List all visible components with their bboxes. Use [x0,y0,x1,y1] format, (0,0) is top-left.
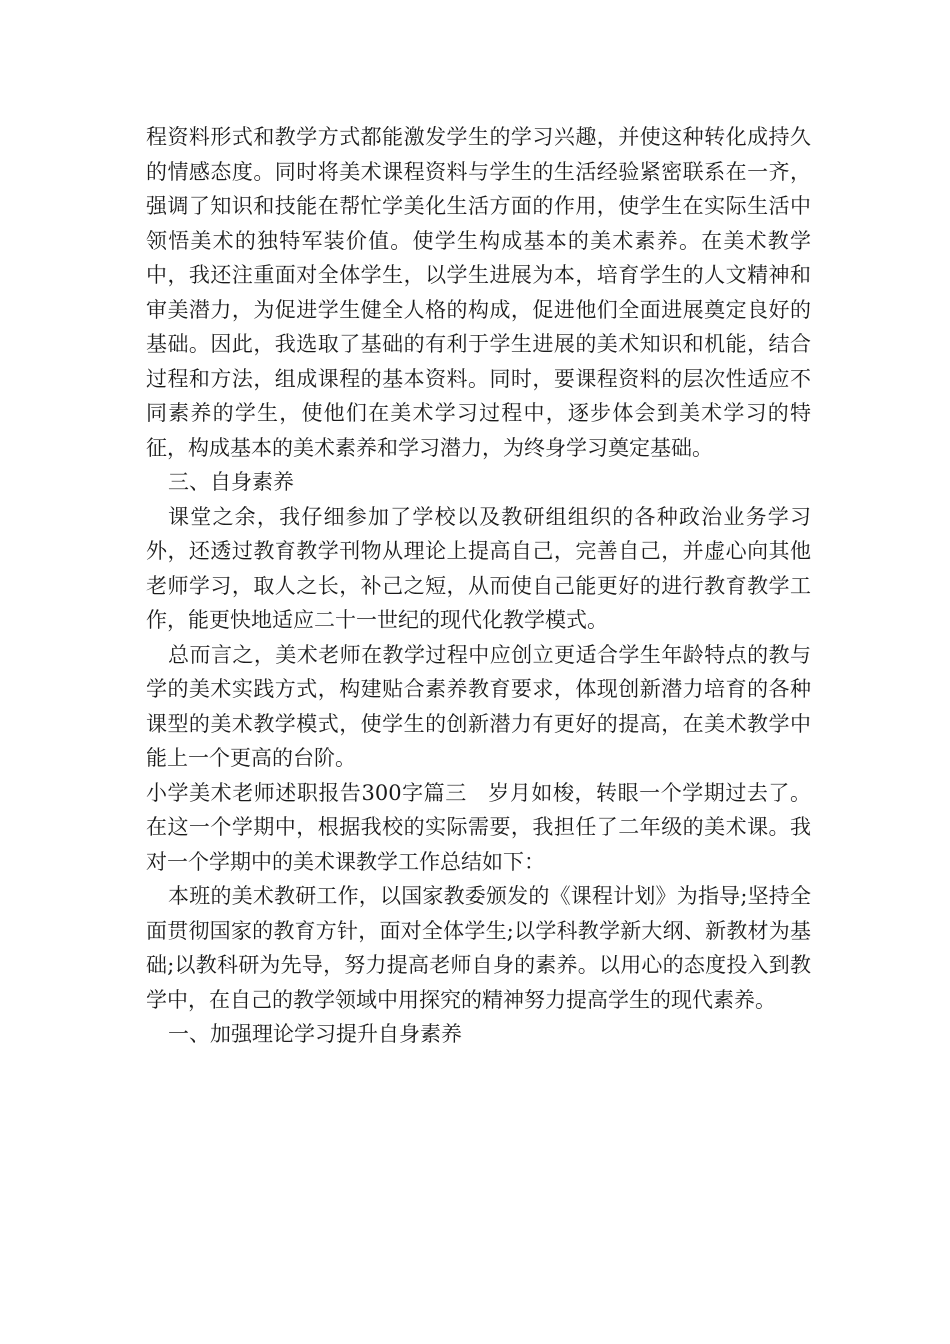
body-paragraph-3: 总而言之，美术老师在教学过程中应创立更适合学生年龄特点的教与学的美术实践方式，构建贴合素养教育要求，体现创新潜力培育的各种课型的美术教学模式，使学生的创新潜力有更好的提高，在美术教学中能上一个更高的台阶。 [146,642,811,770]
body-paragraph-4: 本班的美术教研工作，以国家教委颁发的《课程计划》为指导;坚持全面贯彻国家的教育方针，面对全体学生;以学科教学新大纲、新教材为基础;以教科研为先导，努力提高老师自身的素养。以用心的态度投入到教学中，在自己的教学领域中用探究的精神努力提高学生的现代素养。 [146,884,811,1012]
document-page [146,120,811,1052]
body-paragraph-1: 程资料形式和教学方式都能激发学生的学习兴趣，并使这种转化成持久的情感态度。同时将美术课程资料与学生的生活经验紧密联系在一齐，强调了知识和技能在帮忙学美化生活方面的作用，使学生在实际生活中领悟美术的独特军装价值。使学生构成基本的美术素养。在美术教学中，我还注重面对全体学生，以学生进展为本，培育学生的人文精神和审美潜力，为促进学生健全人格的构成，促进他们全面进展奠定良好的基础。因此，我选取了基础的有利于学生进展的美术知识和机能，结合过程和方法，组成课程的基本资料。同时，要课程资料的层次性适应不同素养的学生，使他们在美术学习过程中，逐步体会到美术学习的特征，构成基本的美术素养和学习潜力，为终身学习奠定基础。 [146,125,811,460]
report-title-paragraph: 小学美术老师述职报告300字篇三 岁月如梭，转眼一个学期过去了。在这一个学期中，根据我校的实际需要，我担任了二年级的美术课。我对一个学期中的美术课教学工作总结如下： [146,780,811,874]
body-paragraph-2: 课堂之余，我仔细参加了学校以及教研组组织的各种政治业务学习外，还透过教育教学刊物从理论上提高自己，完善自己，并虚心向其他老师学习，取人之长，补己之短，从而使自己能更好的进行教育教学工作，能更快地适应二十一世纪的现代化教学模式。 [146,504,811,632]
section-heading-theory-study: 一、加强理论学习提升自身素养 [168,1022,463,1046]
section-heading-self-quality: 三、自身素养 [168,470,295,494]
